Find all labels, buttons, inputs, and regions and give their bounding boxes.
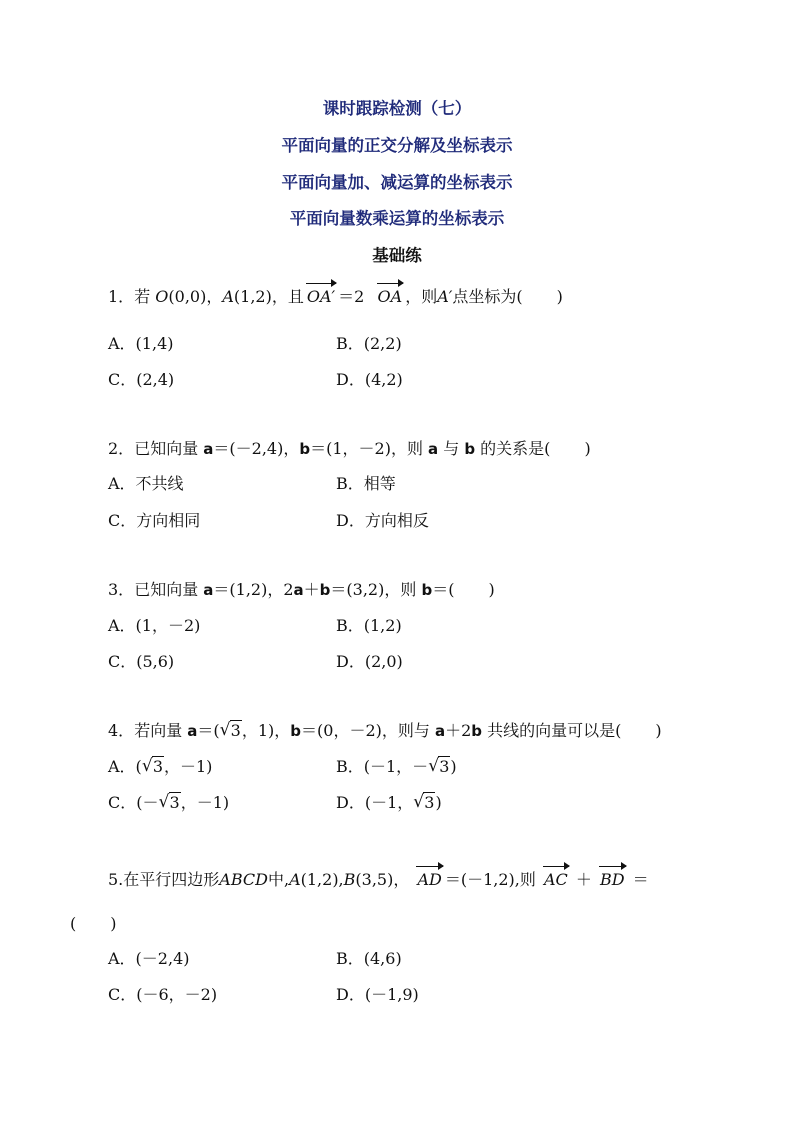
sqrt-symbol <box>143 756 164 778</box>
q5-text: ) <box>110 914 117 933</box>
q5-option-c: C．(－6，－2) <box>108 985 218 1004</box>
q5-parallelogram-label: ABCD <box>219 870 268 889</box>
q2-option-c: C．方向相同 <box>108 511 201 530</box>
question-1 <box>108 286 563 308</box>
q4-text: ，1)， <box>241 721 291 740</box>
question-2 <box>108 438 591 460</box>
q5-text: (1,2), <box>300 870 344 889</box>
vector-oa-prime: OA′ <box>306 287 336 306</box>
q2-option-d: D．方向相反 <box>336 511 429 530</box>
q4-option-a-radicand: 3 <box>152 757 163 776</box>
subtitle-add-subtract: 平面向量加、减运算的坐标表示 <box>281 173 513 192</box>
subtitle-scalar-multiplication: 平面向量数乘运算的坐标表示 <box>289 209 505 228</box>
q1-point-a: A <box>222 287 234 306</box>
q4-text: ＝( <box>197 721 220 740</box>
q4-option-b <box>336 756 457 778</box>
q3-text: ) <box>488 580 495 599</box>
q1-text: ＝2 <box>338 287 365 306</box>
q2-vector-b: b <box>299 440 311 458</box>
q1-number: 1． <box>108 287 135 306</box>
q5-text: (3,5)， <box>355 870 410 889</box>
q4-text: ＝(0，－2)，则与 <box>301 721 435 740</box>
q4-text: 若向量 <box>134 721 188 740</box>
q3-vector-b: b <box>421 581 433 599</box>
q4-option-a-text: ，－1) <box>164 757 213 776</box>
q2-text: ) <box>584 439 591 458</box>
q5-text: ( <box>70 914 77 933</box>
subtitle-orthogonal-decomposition: 平面向量的正交分解及坐标表示 <box>281 136 513 155</box>
worksheet-title: 课时跟踪检测（七） <box>322 99 472 118</box>
q3-text: ＝( <box>432 580 455 599</box>
q2-text: 的关系是( <box>475 439 551 458</box>
q4-option-a <box>108 756 212 778</box>
q3-text: ＝(1,2)，2 <box>213 580 294 599</box>
q4-option-c-text: C．(－ <box>108 793 159 812</box>
q5-text: ＝ <box>632 870 649 889</box>
q5-text: 中, <box>267 870 290 889</box>
q4-text: 共线的向量可以是( <box>482 721 622 740</box>
q4-option-d-radicand: 3 <box>424 793 435 812</box>
q3-vector-b: b <box>319 581 331 599</box>
q1-text: (0,0)， <box>168 287 223 306</box>
q5-text: 在平行四边形 <box>123 870 220 889</box>
q4-option-a-text: A．( <box>108 757 142 776</box>
q4-vector-b: b <box>471 722 483 740</box>
question-5 <box>108 869 649 891</box>
q4-vector-a: a <box>187 722 198 740</box>
q4-option-d <box>336 792 442 814</box>
q2-text: ＝(－2,4)， <box>213 439 300 458</box>
q1-point-a-prime: A′ <box>437 287 453 306</box>
vector-ad: AD <box>417 870 442 889</box>
q5-text: ＝(－1,2),则 <box>444 870 536 889</box>
q5-option-d: D．(－1,9) <box>336 985 419 1004</box>
q3-text: ＋ <box>303 580 320 599</box>
q1-option-c: C．(2,4) <box>108 370 175 389</box>
sqrt-symbol <box>160 792 181 814</box>
sqrt-symbol <box>429 756 450 778</box>
q4-number: 4． <box>108 721 135 740</box>
q5-answer-line <box>70 913 117 935</box>
q4-option-d-text: D．(－1， <box>336 793 414 812</box>
sqrt-symbol <box>221 720 242 742</box>
q5-number: 5. <box>108 870 124 889</box>
q3-option-a: A．(1，－2) <box>108 616 201 635</box>
q2-option-b: B．相等 <box>336 474 396 493</box>
q4-option-b-text: ) <box>450 757 457 776</box>
q4-option-c-text: ，－1) <box>180 793 230 812</box>
q1-option-d: D．(4,2) <box>336 370 403 389</box>
q1-option-b: B．(2,2) <box>336 334 402 353</box>
q1-text: ，则 <box>405 287 438 306</box>
q4-option-d-text: ) <box>435 793 442 812</box>
q4-option-c-radicand: 3 <box>169 793 180 812</box>
q4-option-b-text: B．(－1，－ <box>336 757 429 776</box>
q2-vector-a: a <box>203 440 214 458</box>
q1-text: (1,2)，且 <box>233 287 304 306</box>
vector-oa: OA <box>377 287 403 306</box>
q1-text: ) <box>556 287 563 306</box>
sqrt-symbol <box>414 792 435 814</box>
q3-text: 已知向量 <box>134 580 204 599</box>
q3-option-c: C．(5,6) <box>108 652 175 671</box>
q2-option-a: A．不共线 <box>108 474 184 493</box>
q4-option-b-radicand: 3 <box>439 757 450 776</box>
q2-vector-a: a <box>428 440 439 458</box>
q5-option-b: B．(4,6) <box>336 949 402 968</box>
question-4 <box>108 720 662 742</box>
q3-number: 3． <box>108 580 135 599</box>
q1-text: 若 <box>134 287 156 306</box>
q2-text: 已知向量 <box>134 439 204 458</box>
q4-text: ) <box>655 721 662 740</box>
q2-number: 2． <box>108 439 135 458</box>
q1-option-a: A．(1,4) <box>108 334 174 353</box>
q2-text: ＝(1，－2)，则 <box>310 439 429 458</box>
q5-option-a: A．(－2,4) <box>108 949 190 968</box>
q3-option-d: D．(2,0) <box>336 652 403 671</box>
q2-text: 与 <box>438 439 465 458</box>
vector-ac: AC <box>543 870 568 889</box>
q3-vector-a: a <box>293 581 304 599</box>
q3-text: ＝(3,2)，则 <box>330 580 422 599</box>
q4-vector-a: a <box>434 722 446 740</box>
q5-point-a: A <box>289 870 301 889</box>
q4-vector-b: b <box>290 722 302 740</box>
vector-bd: BD <box>599 870 625 889</box>
q5-point-b: B <box>343 870 356 889</box>
q3-vector-a: a <box>203 581 214 599</box>
q4-radicand: 3 <box>230 721 241 740</box>
q4-text: ＋2 <box>445 721 472 740</box>
q3-option-b: B．(1,2) <box>336 616 402 635</box>
section-heading: 基础练 <box>372 246 422 265</box>
q5-text: ＋ <box>575 870 592 889</box>
q2-vector-b: b <box>464 440 476 458</box>
q1-point-o: O <box>155 287 169 306</box>
q4-option-c <box>108 792 229 814</box>
q1-text: 点坐标为( <box>452 287 523 306</box>
question-3 <box>108 579 495 601</box>
